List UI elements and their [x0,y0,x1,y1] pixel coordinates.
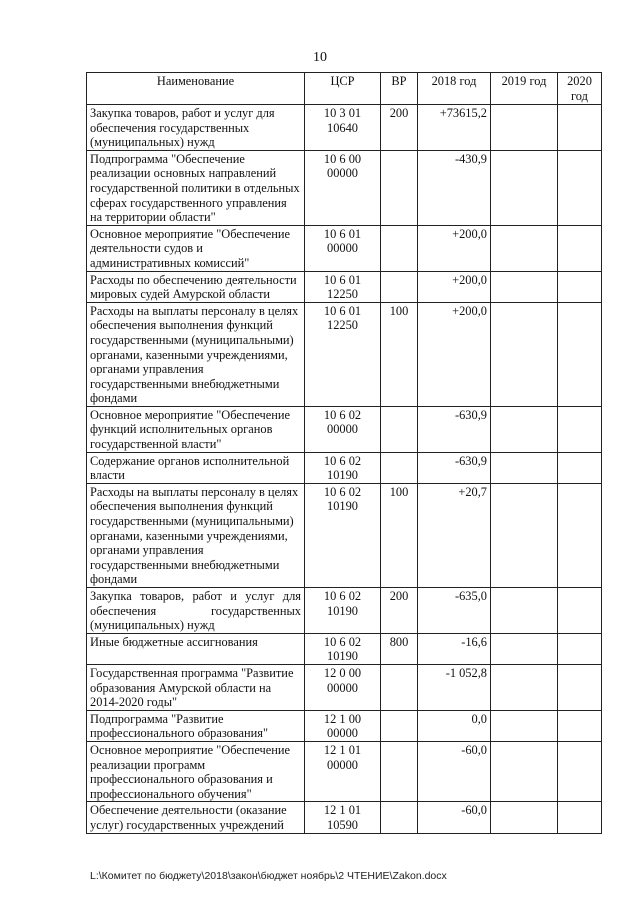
row-2020 [558,225,602,271]
row-name: Содержание органов исполнительной власти [87,452,305,483]
row-csr: 10 6 02 00000 [305,406,381,452]
row-2020 [558,588,602,634]
table-row [87,150,602,225]
row-vr: 200 [381,105,418,151]
row-csr: 10 6 02 10190 [305,483,381,587]
row-vr: 100 [381,483,418,587]
row-2020 [558,802,602,833]
file-path-footer: L:\Комитет по бюджету\2018\закон\бюджет ноябрь\2 ЧТЕНИЕ\Zakon.docx [90,870,447,882]
row-vr [381,802,418,833]
row-2018: +200,0 [418,302,491,406]
row-2019 [491,633,558,664]
row-vr [381,710,418,741]
row-2018: -60,0 [418,741,491,801]
row-csr: 10 6 01 12250 [305,271,381,302]
table-row [87,588,602,634]
row-vr: 200 [381,588,418,634]
row-name: Обеспечение деятельности (оказание услуг) государственных учреждений [87,802,305,833]
table-row [87,271,602,302]
row-csr: 10 3 01 10640 [305,105,381,151]
row-2020 [558,150,602,225]
row-2019 [491,483,558,587]
table-row [87,741,602,801]
row-2019 [491,588,558,634]
row-vr [381,452,418,483]
table-row [87,633,602,664]
row-2019 [491,452,558,483]
row-2020 [558,483,602,587]
row-2020 [558,302,602,406]
row-2020 [558,406,602,452]
row-csr: 12 1 00 00000 [305,710,381,741]
row-name: Расходы на выплаты персоналу в целях обеспечения выполнения функций государственными (муниципальными) органами, казенными учреждениями, органами управления государственными внебюджетными фондами [87,302,305,406]
row-name: Расходы по обеспечению деятельности мировых судей Амурской области [87,271,305,302]
row-2018: -430,9 [418,150,491,225]
row-2020 [558,271,602,302]
header-2020: 2020 год [558,73,602,105]
row-csr: 12 1 01 00000 [305,741,381,801]
header-csr: ЦСР [305,73,381,105]
row-2019 [491,105,558,151]
row-2018: -60,0 [418,802,491,833]
header-name: Наименование [87,73,305,105]
row-vr [381,406,418,452]
table-row [87,452,602,483]
row-2018: +200,0 [418,271,491,302]
header-vr: ВР [381,73,418,105]
row-2018: +20,7 [418,483,491,587]
row-csr: 10 6 00 00000 [305,150,381,225]
row-2018: -630,9 [418,406,491,452]
row-csr: 10 6 01 12250 [305,302,381,406]
table-row [87,302,602,406]
table-row [87,802,602,833]
row-2019 [491,150,558,225]
row-2018: -1 052,8 [418,664,491,710]
row-csr: 10 6 02 10190 [305,588,381,634]
row-2019 [491,406,558,452]
row-vr [381,271,418,302]
row-2019 [491,710,558,741]
row-2018: +73615,2 [418,105,491,151]
row-csr: 10 6 01 00000 [305,225,381,271]
row-vr [381,741,418,801]
row-2019 [491,302,558,406]
row-vr [381,664,418,710]
row-2018: -16,6 [418,633,491,664]
row-csr: 10 6 02 10190 [305,452,381,483]
row-2020 [558,710,602,741]
row-2019 [491,664,558,710]
row-name: Подпрограмма "Развитие профессионального образования" [87,710,305,741]
table-row [87,105,602,151]
header-2018: 2018 год [418,73,491,105]
row-2018: -630,9 [418,452,491,483]
table-row [87,710,602,741]
row-2018: -635,0 [418,588,491,634]
table-row [87,225,602,271]
row-2019 [491,271,558,302]
row-name: Основное мероприятие "Обеспечение реализации программ профессионального образования и профессионального обучения" [87,741,305,801]
row-vr [381,150,418,225]
row-name: Государственная программа "Развитие образования Амурской области на 2014-2020 годы" [87,664,305,710]
row-2018: +200,0 [418,225,491,271]
row-2019 [491,741,558,801]
row-name: Закупка товаров, работ и услуг для обеспечения государственных (муниципальных) нужд [87,588,305,634]
budget-table [86,72,602,834]
row-name: Расходы на выплаты персоналу в целях обеспечения выполнения функций государственными (муниципальными) органами, казенными учреждениями, органами управления государственными внебюджетными фондами [87,483,305,587]
row-2019 [491,802,558,833]
row-vr: 800 [381,633,418,664]
row-2020 [558,105,602,151]
row-2020 [558,664,602,710]
row-2020 [558,633,602,664]
row-name: Основное мероприятие "Обеспечение функций исполнительных органов государственной власти" [87,406,305,452]
row-2020 [558,741,602,801]
header-2019: 2019 год [491,73,558,105]
row-name: Иные бюджетные ассигнования [87,633,305,664]
table-row [87,483,602,587]
row-vr [381,225,418,271]
row-2018: 0,0 [418,710,491,741]
table-row [87,664,602,710]
row-csr: 12 1 01 10590 [305,802,381,833]
row-2019 [491,225,558,271]
row-2020 [558,452,602,483]
row-vr: 100 [381,302,418,406]
table-header-row [87,73,602,105]
row-csr: 10 6 02 10190 [305,633,381,664]
row-name: Основное мероприятие "Обеспечение деятельности судов и административных комиссий" [87,225,305,271]
row-csr: 12 0 00 00000 [305,664,381,710]
page-number: 10 [313,50,327,65]
row-name: Подпрограмма "Обеспечение реализации основных направлений государственной политики в отдельных сферах государственного управления на территории области" [87,150,305,225]
table-row [87,406,602,452]
row-name: Закупка товаров, работ и услуг для обеспечения государственных (муниципальных) нужд [87,105,305,151]
